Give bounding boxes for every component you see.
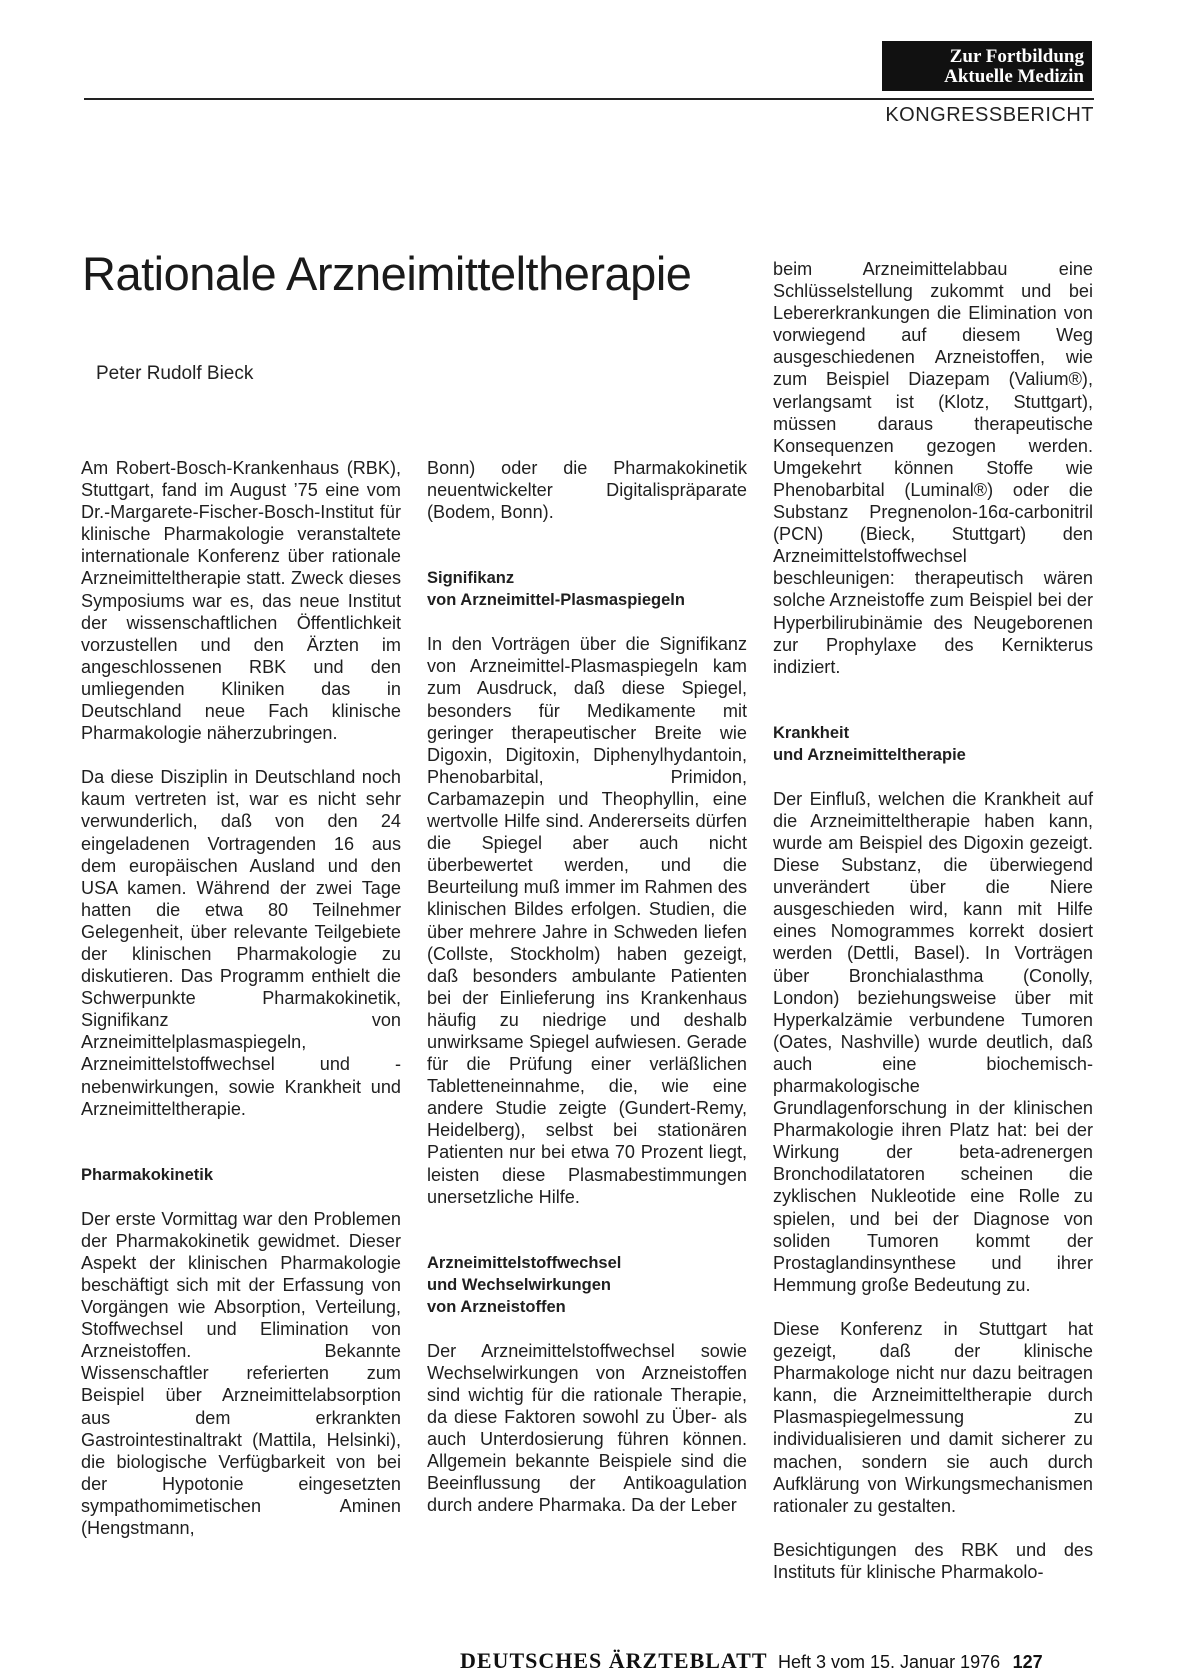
heading-line: von Arzneimittel-Plasmaspiegeln	[427, 591, 685, 610]
heading-line: Arzneimittelstoffwechsel	[427, 1253, 622, 1272]
heading-line: von Arzneistoffen	[427, 1297, 566, 1316]
heading-line: und Arzneimitteltherapie	[773, 745, 966, 764]
paragraph: Der Arzneimittelstoffwechsel sowie Wechselwirkungen von Arzneistoffen sind wichtig für die rationale Therapie, da diese Faktoren sowohl zu Über- als auch Unterdosierung führen können. Allgemein bekannte Beispiele sind die Beeinflussung der Antikoagulation durch andere Pharmaka. Da der Leber	[427, 1340, 747, 1516]
heading-line: Krankheit	[773, 723, 850, 742]
badge-line-1: Zur Fortbildung	[949, 46, 1084, 67]
journal-name: DEUTSCHES ÄRZTEBLATT	[460, 1648, 768, 1673]
heading-line: Signifikanz	[427, 569, 515, 588]
paragraph: Da diese Disziplin in Deutschland noch kaum vertreten ist, war es nicht sehr verwunderlich, daß von den 24 eingeladenen Vortragenden 16 aus dem europäischen Ausland und den USA kamen. Während der zwei Tage hatten die etwa 80 Teilnehmer Gelegenheit, über relevante Teilgebiete der klinischen Pharmakologie zu diskutieren. Das Programm enthielt die Schwerpunkte Pharmakokinetik, Signifikanz von Arzneimittelplasmaspiegeln, Arzneimittelstoffwechsel und -nebenwirkungen, sowie Krankheit und Arzneimitteltherapie.	[81, 767, 401, 1119]
badge-line-2: Aktuelle Medizin	[944, 66, 1084, 87]
category-badge	[882, 41, 1092, 91]
paragraph: Am Robert-Bosch-Krankenhaus (RBK), Stuttgart, fand im August ’75 eine vom Dr.-Margarete-Fischer-Bosch-Institut für klinische Pharmakologie veranstaltete internationale Konferenz über rationale Arzneimitteltherapie statt. Zweck dieses Symposiums war es, das neue Institut der wissenschaftlichen Öffentlichkeit vorzustellen und den Ärzten im angeschlossenen RBK und den umliegenden Kliniken das in Deutschland neue Fach klinische Pharmakologie näherzubringen.	[81, 458, 401, 744]
section-heading	[427, 1252, 747, 1318]
paragraph: Der Einfluß, welchen die Krankheit auf die Arzneimitteltherapie haben kann, wurde am Beispiel des Digoxin gezeigt. Diese Substanz, die überwiegend unverändert über die Niere ausgeschieden wird, kann mit Hilfe eines Nomogrammes korrekt dosiert werden (Dettli, Basel). In Vorträgen über Bronchialasthma (Conolly, London) beziehungsweise über mit Hyperkalzämie verbundene Tumoren (Oates, Nashville) wurde deutlich, daß auch eine biochemisch-pharmakologische Grundlagenforschung in der klinischen Pharmakologie ihren Platz hat: bei der Wirkung der beta-adrenergen Bronchodilatatoren scheinen die zyklischen Nukleotide eine Rolle zu spielen, und bei der Diagnose von soliden Tumoren kommt der Prostaglandinsynthese und ihrer Hemmung große Bedeutung zu.	[773, 788, 1093, 1295]
page-number: 127	[1012, 1652, 1043, 1672]
issue-info: Heft 3 vom 15. Januar 1976	[777, 1652, 1001, 1672]
heading-line: und Wechselwirkungen	[427, 1275, 611, 1294]
text-column-3	[773, 258, 1093, 1605]
article-title: Rationale Arzneimitteltherapie	[82, 247, 692, 300]
section-heading	[427, 567, 747, 611]
paragraph: Der erste Vormittag war den Problemen der Pharmakokinetik gewidmet. Dieser Aspekt der klinischen Pharmakologie beschäftigt sich mit der Erfassung von Vorgängen wie Absorption, Verteilung, Stoffwechsel und Elimination von Arzneistoffen. Bekannte Wissenschaftler referierten zum Beispiel über Arzneimittelabsorption aus dem erkrankten Gastrointestinaltrakt (Mattila, Helsinki), die biologische Verfügbarkeit von bei der Hypotonie eingesetzten sympathomimetischen Aminen (Hengstmann,	[81, 1208, 401, 1539]
section-heading	[773, 722, 1093, 766]
paragraph: Bonn) oder die Pharmakokinetik neuentwickelter Digitalispräparate (Bodem, Bonn).	[427, 458, 747, 523]
paragraph: In den Vorträgen über die Signifikanz von Arzneimittel-Plasmaspiegeln kam zum Ausdruck, daß diese Spiegel, besonders für Medikamente mit geringer therapeutischer Breite wie Digoxin, Digitoxin, Diphenylhydantoin, Phenobarbital, Primidon, Carbamazepin und Theophyllin, eine wertvolle Hilfe sind. Andererseits dürfen die Spiegel aber auch nicht überbewertet werden, und die Beurteilung muß immer im Rahmen des klinischen Bildes erfolgen. Studien, die über mehrere Jahre in Schweden liefen (Collste, Stockholm) haben gezeigt, daß besonders ambulante Patienten bei der Einlieferung ins Krankenhaus häufig zu niedrige und deshalb unwirksame Spiegel aufwiesen. Gerade für die Prüfung einer verläßlichen Tabletteneinnahme, die, wie eine andere Studie zeigte (Gundert-Remy, Heidelberg), selbst bei stationären Patienten nur bei etwa 70 Prozent liegt, leisten diese Plasmabestimmungen unersetzliche Hilfe.	[427, 634, 747, 1207]
header-rule	[84, 98, 1094, 100]
paragraph: Besichtigungen des RBK und des Instituts für klinische Pharmakolo-	[773, 1539, 1093, 1582]
page-footer	[460, 1648, 1094, 1674]
paragraph: beim Arzneimittelabbau eine Schlüsselstellung zukommt und bei Lebererkrankungen die Elimination von vorwiegend auf diesem Weg ausgeschiedenen Arzneistoffen, wie zum Beispiel Diazepam (Valium®), verlangsamt ist (Klotz, Stuttgart), müssen daraus therapeutische Konsequenzen gezogen werden. Umgekehrt können Stoffe wie Phenobarbital (Luminal®) oder die Substanz Pregnenolon-16α-carbonitril (PCN) (Bieck, Stuttgart) den Arzneimittelstoffwechsel beschleunigen: therapeutisch wären solche Arzneistoffe zum Beispiel bei der Hyperbilirubinämie des Neugeborenen zur Prophylaxe des Kernikterus indiziert.	[773, 259, 1093, 677]
section-heading: Pharmakokinetik	[81, 1165, 214, 1184]
paragraph: Diese Konferenz in Stuttgart hat gezeigt, daß der klinische Pharmakologe nicht nur dazu beitragen kann, die Arzneimitteltherapie durch Plasmaspiegelmessung zu individualisieren und damit sicherer zu machen, sondern sie auch durch Aufklärung von Wirkungsmechanismen rationaler zu gestalten.	[773, 1318, 1093, 1516]
section-label: KONGRESSBERICHT	[885, 104, 1094, 126]
text-column-2	[427, 457, 747, 1538]
article-author: Peter Rudolf Bieck	[96, 363, 254, 384]
text-column-1	[81, 457, 401, 1561]
